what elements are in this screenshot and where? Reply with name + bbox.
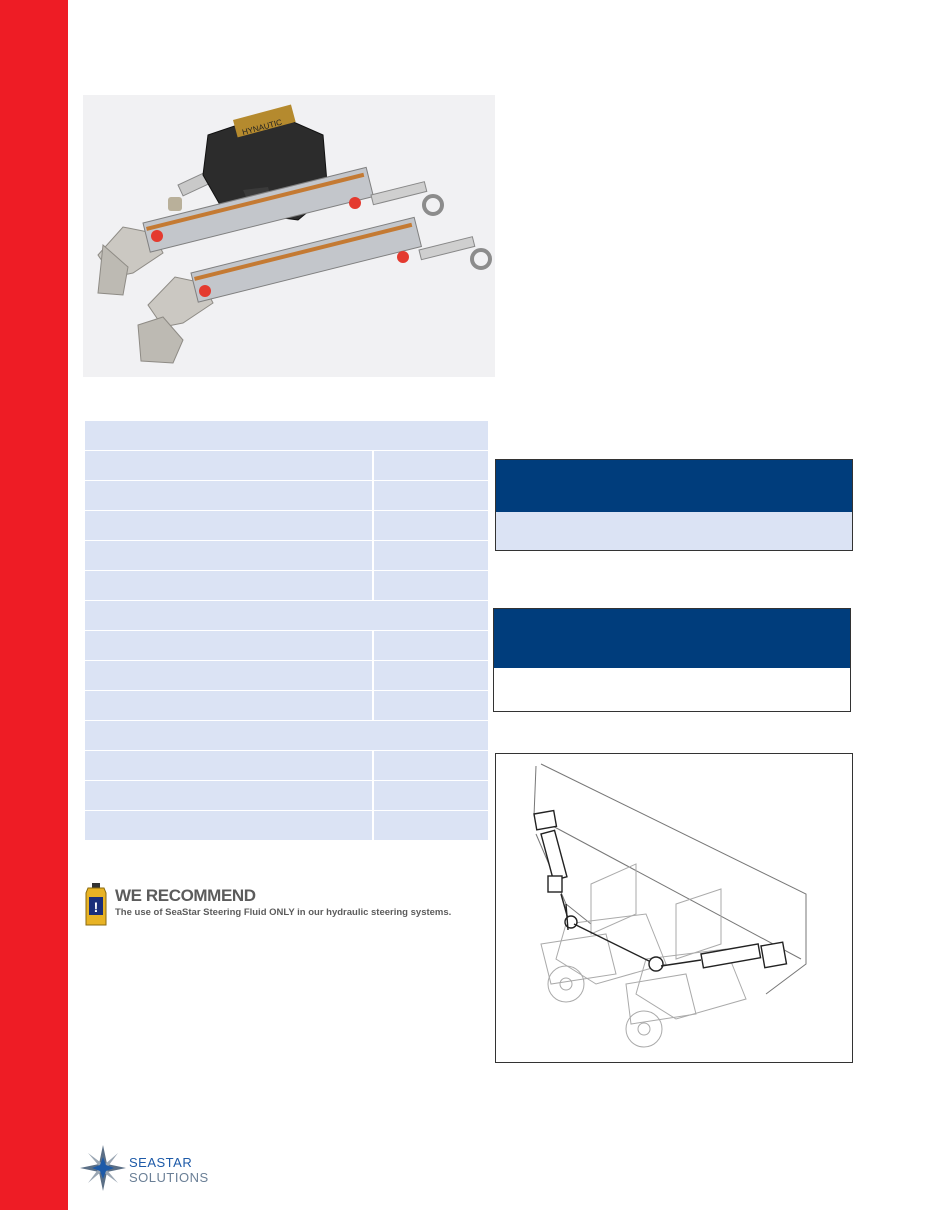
table-row <box>85 811 488 841</box>
table-row <box>85 511 488 541</box>
table-section-header <box>85 421 488 451</box>
info-box-body <box>494 668 850 711</box>
info-box-1 <box>495 459 853 551</box>
svg-text:!: ! <box>93 899 99 915</box>
info-box-body <box>496 512 852 550</box>
red-side-bar <box>0 0 68 1210</box>
steering-diagram <box>495 753 853 1063</box>
table-row <box>85 751 488 781</box>
seastar-logo <box>80 1145 250 1193</box>
table-row <box>85 451 488 481</box>
table-section-header <box>85 721 488 751</box>
recommendation-title: WE RECOMMEND <box>115 886 256 905</box>
logo-text-solutions: SOLUTIONS <box>129 1170 209 1185</box>
table-row <box>85 631 488 661</box>
table-row <box>85 541 488 571</box>
twin-engine-steering-diagram-icon <box>496 754 852 1062</box>
info-box-header <box>494 609 850 668</box>
table-row <box>85 661 488 691</box>
compass-star-icon <box>80 1145 126 1191</box>
recommendation-text: The use of SeaStar Steering Fluid ONLY in our hydraulic steering systems. <box>115 907 452 918</box>
table-row <box>85 781 488 811</box>
table-row <box>85 691 488 721</box>
product-photo <box>83 95 495 377</box>
info-box-2 <box>493 608 851 712</box>
logo-text-seastar: SEASTAR <box>129 1155 193 1170</box>
pump-label: HYNAUTIC <box>241 117 284 137</box>
hydraulic-steering-kit-photo-icon <box>98 104 490 363</box>
table-section-header <box>85 601 488 631</box>
fluid-bottle-warning-icon <box>84 883 108 927</box>
specification-table <box>85 421 488 841</box>
table-row <box>85 481 488 511</box>
info-box-header <box>496 460 852 512</box>
recommendation-note <box>84 883 504 931</box>
table-row <box>85 571 488 601</box>
